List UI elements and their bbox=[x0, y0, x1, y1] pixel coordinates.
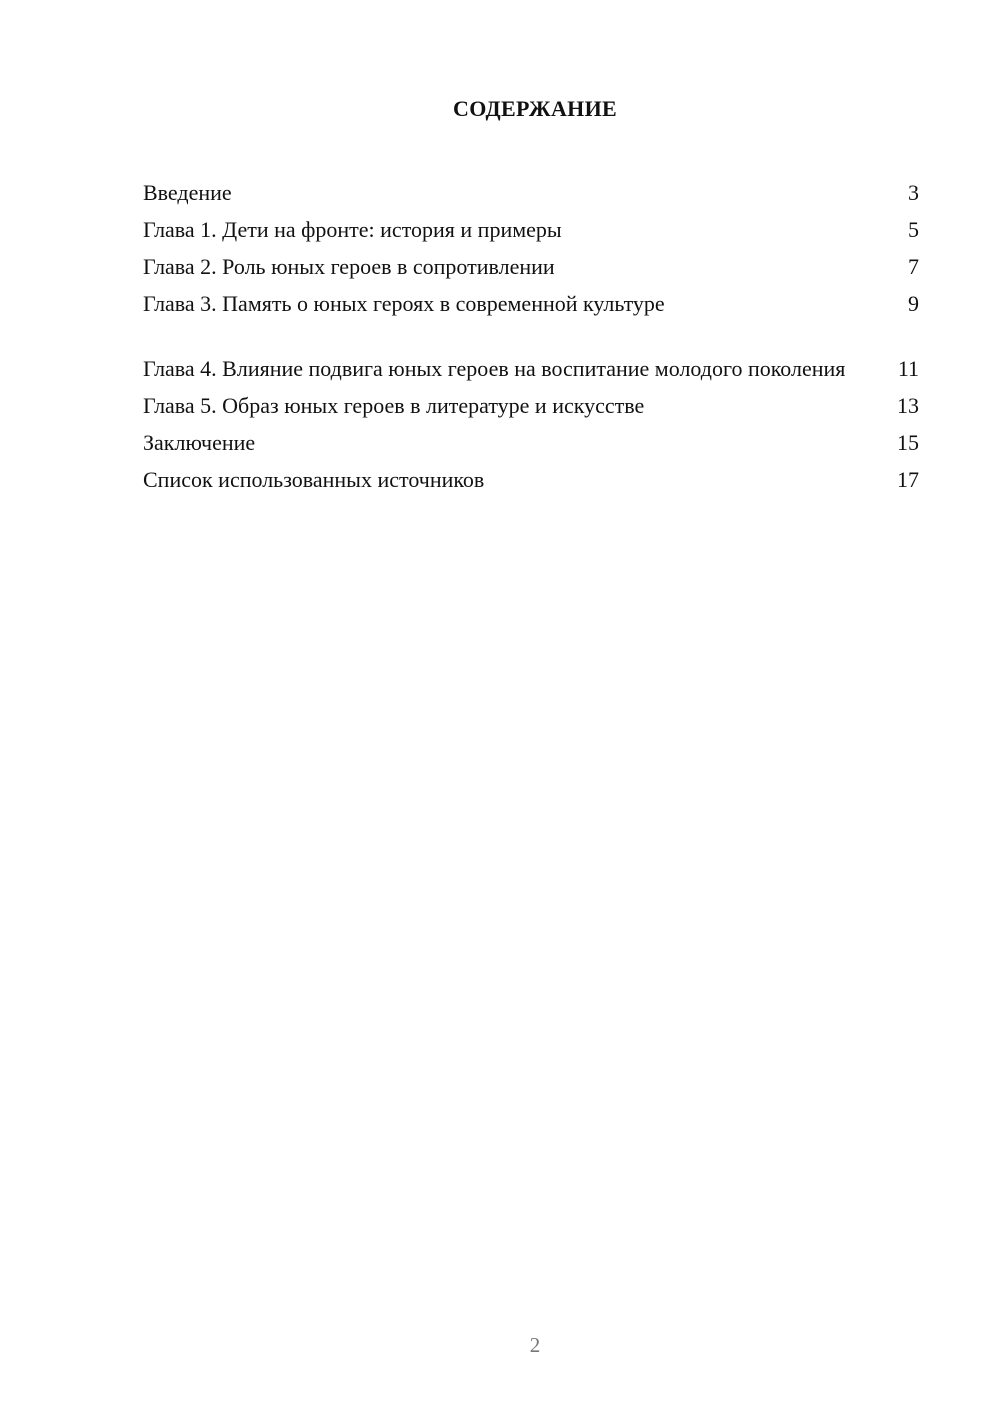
toc-entry-page: 5 bbox=[908, 217, 919, 242]
toc-entry bbox=[143, 244, 919, 281]
toc-entry-label: Глава 2. Роль юных героев в сопротивлении bbox=[143, 254, 555, 279]
toc-title: СОДЕРЖАНИЕ bbox=[453, 96, 617, 121]
toc-entry-page: 11 bbox=[897, 356, 919, 381]
toc-entry-page: 17 bbox=[897, 467, 919, 492]
toc-entry bbox=[143, 207, 919, 244]
toc-entry-label: Глава 1. Дети на фронте: история и примеры bbox=[143, 217, 562, 242]
toc-entry-label: Введение bbox=[143, 180, 232, 205]
toc-entry bbox=[143, 281, 919, 318]
toc-entry-page: 13 bbox=[897, 393, 919, 418]
toc-entry-page: 7 bbox=[908, 254, 919, 279]
toc-entry-label: Глава 4. Влияние подвига юных героев на воспитание молодого поколения bbox=[143, 356, 846, 381]
toc-entry bbox=[143, 318, 919, 383]
table-of-contents bbox=[143, 170, 919, 494]
toc-entry-label: Заключение bbox=[143, 430, 256, 455]
toc-entry-label: Глава 3. Память о юных героях в современной культуре bbox=[143, 291, 665, 316]
toc-entry bbox=[143, 170, 919, 207]
toc-entry-page: 9 bbox=[908, 291, 919, 316]
toc-entry-page: 15 bbox=[897, 430, 919, 455]
toc-entry bbox=[143, 383, 919, 420]
toc-entry bbox=[143, 420, 919, 457]
toc-entry-page: 3 bbox=[908, 180, 919, 205]
toc-entry bbox=[143, 457, 919, 494]
toc-entry-label: Список использованных источников bbox=[143, 467, 485, 492]
toc-entry-label: Глава 5. Образ юных героев в литературе и искусстве bbox=[143, 393, 645, 418]
page-number: 2 bbox=[529, 1333, 541, 1357]
